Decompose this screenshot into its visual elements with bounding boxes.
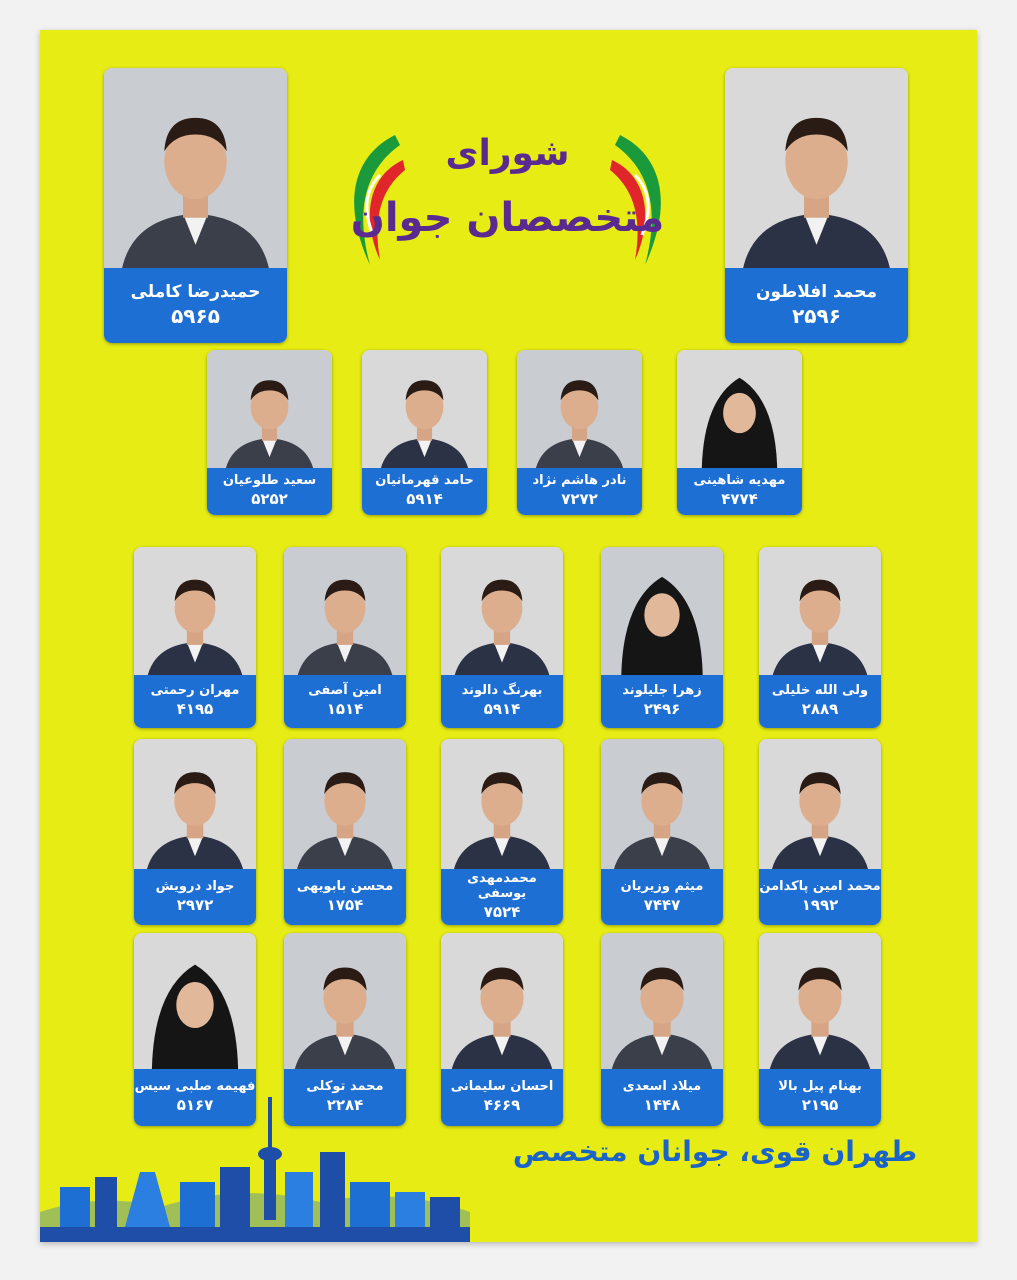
candidate-number: ۲۲۸۴	[326, 1096, 364, 1115]
candidate-name: سعید طلوعیان	[222, 473, 317, 489]
candidate-card	[134, 739, 256, 925]
candidate-label	[601, 869, 723, 925]
candidate-photo	[725, 68, 908, 276]
tehran-skyline-icon	[40, 1092, 470, 1242]
candidate-label	[601, 675, 723, 728]
candidate-number: ۲۱۹۵	[801, 1096, 839, 1115]
candidate-photo	[677, 350, 802, 476]
candidate-label	[759, 1069, 881, 1126]
candidate-card	[134, 547, 256, 728]
candidate-card	[517, 350, 642, 515]
candidate-card	[725, 68, 908, 343]
candidate-photo	[601, 739, 723, 877]
candidate-label	[104, 268, 287, 343]
candidate-label	[517, 468, 642, 515]
candidate-photo	[134, 547, 256, 683]
candidate-label	[601, 1069, 723, 1126]
candidate-card	[601, 739, 723, 925]
candidate-photo	[517, 350, 642, 476]
candidate-number: ۱۵۱۴	[326, 700, 364, 719]
candidate-name: محمد افلاطون	[756, 282, 877, 303]
title-block	[335, 105, 680, 290]
candidate-card	[677, 350, 802, 515]
candidate-card	[441, 547, 563, 728]
candidate-number: ۲۹۷۲	[176, 895, 214, 914]
candidate-name: امین آصفی	[308, 683, 382, 699]
candidate-photo	[207, 350, 332, 476]
candidate-name: احسان سلیمانی	[450, 1079, 554, 1095]
candidate-label	[134, 869, 256, 925]
candidate-number: ۲۴۹۶	[643, 700, 681, 719]
candidate-card	[207, 350, 332, 515]
candidate-photo	[104, 68, 287, 276]
candidate-photo	[362, 350, 487, 476]
candidate-number: ۵۹۱۴	[483, 700, 521, 719]
poster	[40, 30, 977, 1242]
candidate-card	[759, 933, 881, 1126]
candidate-label	[725, 268, 908, 343]
candidate-photo	[759, 933, 881, 1077]
candidate-photo	[134, 739, 256, 877]
candidate-number: ۴۷۷۴	[721, 490, 758, 509]
candidate-card	[362, 350, 487, 515]
candidate-label	[134, 675, 256, 728]
candidate-name: محمد توکلی	[306, 1079, 384, 1095]
candidate-card	[601, 547, 723, 728]
candidate-photo	[134, 933, 256, 1077]
candidate-label	[284, 675, 406, 728]
candidate-name: نادر هاشم نژاد	[532, 473, 627, 489]
candidate-number: ۱۹۹۲	[801, 895, 839, 914]
candidate-label	[441, 869, 563, 925]
candidate-photo	[441, 547, 563, 683]
candidate-number: ۷۵۲۴	[483, 903, 521, 922]
candidate-name: زهرا جلیلوند	[622, 683, 702, 699]
candidate-photo	[441, 739, 563, 877]
candidate-number: ۵۲۵۲	[251, 490, 288, 509]
candidate-number: ۴۱۹۵	[176, 700, 214, 719]
candidate-name: فهیمه صلبی سیس	[134, 1079, 256, 1095]
candidate-number: ۱۷۵۴	[326, 895, 364, 914]
candidate-photo	[601, 547, 723, 683]
candidate-name: میلاد اسعدی	[622, 1079, 702, 1095]
slogan: طهران قوی، جوانان متخصص	[512, 1135, 918, 1168]
candidate-label	[207, 468, 332, 515]
candidate-number: ۷۲۷۲	[561, 490, 598, 509]
candidate-card	[284, 739, 406, 925]
candidate-label	[759, 869, 881, 925]
title-line2: متخصصان جوان	[350, 195, 665, 241]
candidate-name: محسن بابویهی	[296, 878, 394, 894]
candidate-photo	[284, 547, 406, 683]
candidate-number: ۱۴۴۸	[643, 1096, 681, 1115]
candidate-name: محمدمهدی یوسفی	[467, 871, 537, 902]
candidate-name: محمد امین پاکدامن	[759, 878, 881, 894]
candidate-number: ۲۸۸۹	[801, 700, 839, 719]
candidate-photo	[284, 739, 406, 877]
candidate-card	[441, 739, 563, 925]
candidate-label	[362, 468, 487, 515]
candidate-label	[677, 468, 802, 515]
candidate-label	[759, 675, 881, 728]
candidate-name: بهنام پیل بالا	[778, 1079, 862, 1095]
candidate-number: ۵۹۶۵	[171, 303, 220, 328]
candidate-card	[104, 68, 287, 343]
candidate-card	[759, 547, 881, 728]
candidate-photo	[284, 933, 406, 1077]
candidate-name: مهران رحمتی	[150, 683, 240, 699]
candidate-card	[284, 547, 406, 728]
title-line1: شورای	[445, 133, 570, 174]
candidate-name: میثم وزیریان	[620, 878, 704, 894]
candidate-number: ۴۶۶۹	[483, 1096, 521, 1115]
candidate-label	[441, 675, 563, 728]
candidate-number: ۷۴۴۷	[643, 895, 681, 914]
candidate-name: ولی الله خلیلی	[771, 683, 869, 699]
candidate-number: ۵۱۶۷	[176, 1096, 214, 1115]
candidate-name: جواد درویش	[155, 878, 235, 894]
candidate-name: حمیدرضا کاملی	[130, 282, 261, 303]
candidate-number: ۲۵۹۶	[792, 303, 841, 328]
candidate-photo	[759, 739, 881, 877]
candidate-photo	[601, 933, 723, 1077]
candidate-name: بهرنگ دالوند	[461, 683, 543, 699]
candidate-label	[284, 869, 406, 925]
candidate-number: ۵۹۱۴	[406, 490, 443, 509]
candidate-card	[759, 739, 881, 925]
candidate-photo	[759, 547, 881, 683]
candidate-photo	[441, 933, 563, 1077]
candidate-card	[601, 933, 723, 1126]
candidate-name: حامد قهرمانیان	[375, 473, 474, 489]
candidate-name: مهدیه شاهینی	[693, 473, 786, 489]
